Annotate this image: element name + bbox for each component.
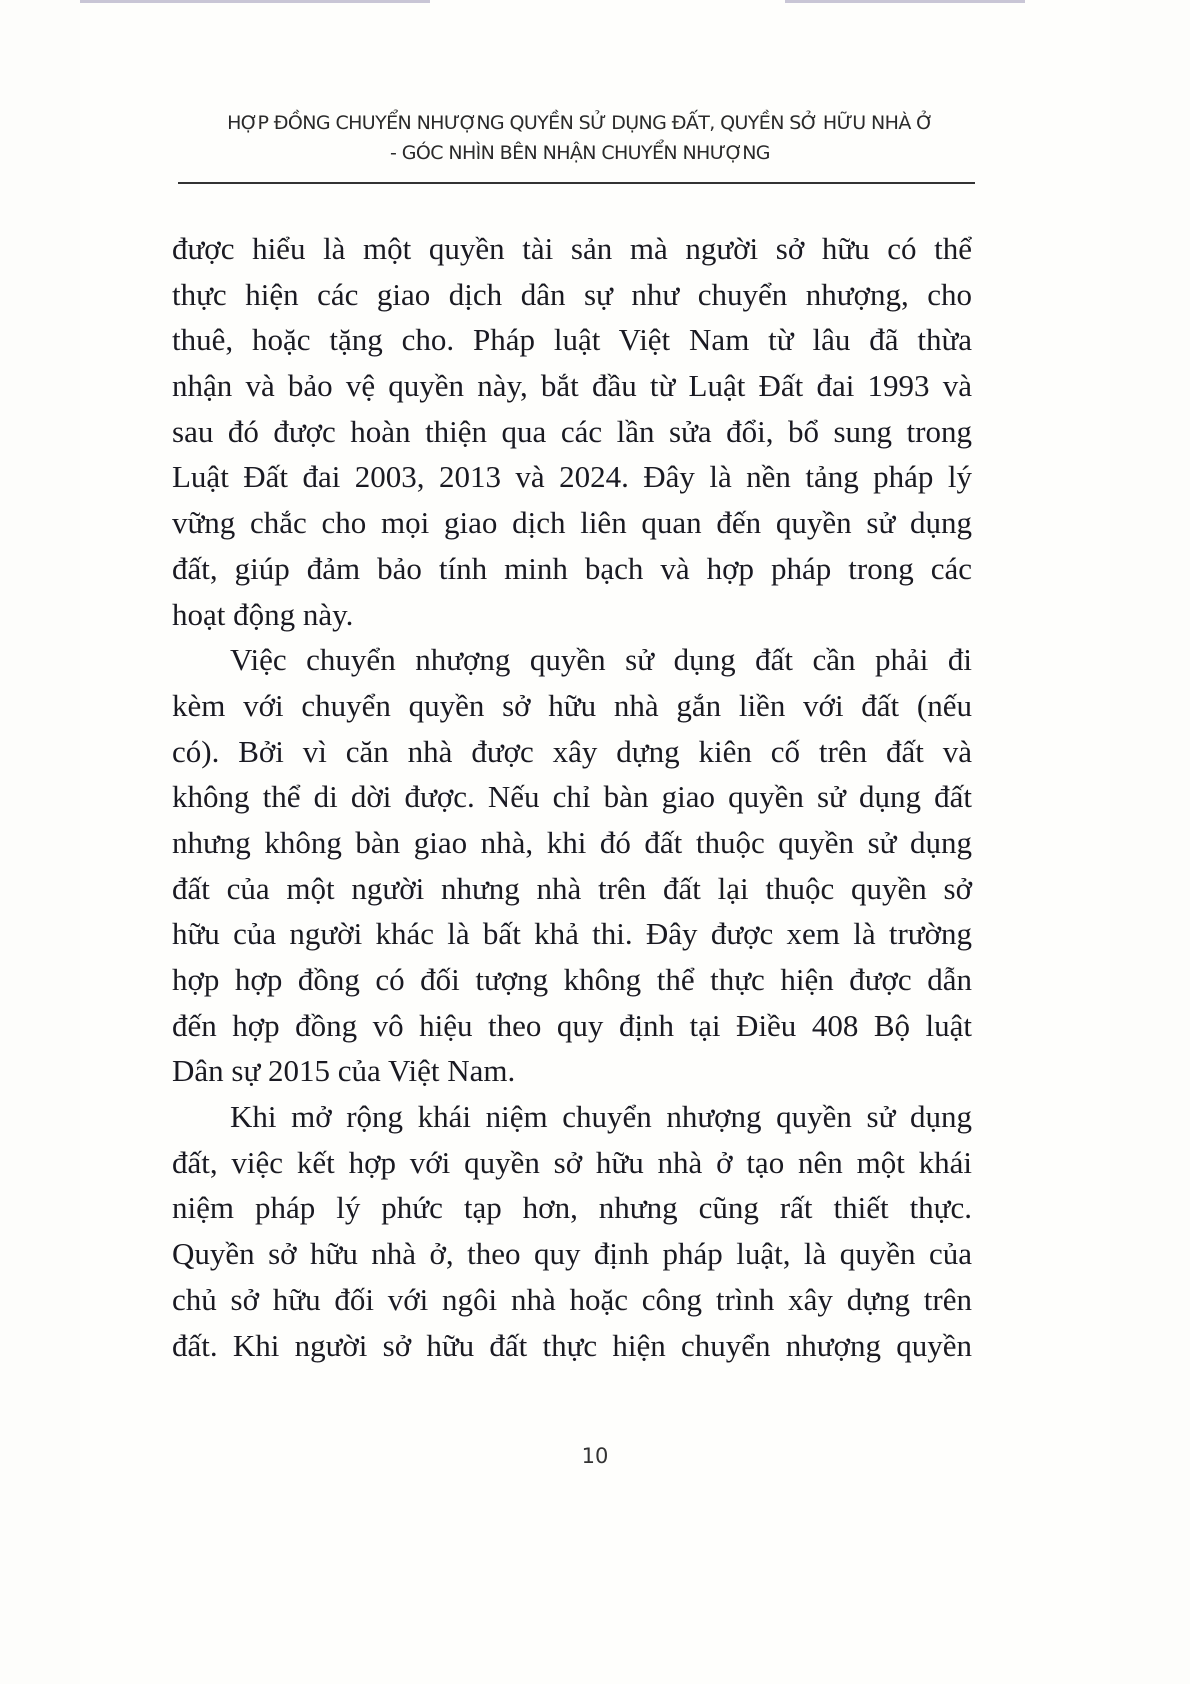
scan-edge [80,0,430,3]
text-line: thuê, hoặc tặng cho. Pháp luật Việt Nam từ lâu đã thừa [172,322,972,358]
text-line: hữu của người khác là bất khả thi. Đây được xem là trường [172,916,972,952]
scan-edge [785,0,1025,3]
text-line: vững chắc cho mọi giao dịch liên quan đến quyền sử dụng [172,505,972,541]
header-rule [178,182,975,184]
paragraph [172,226,972,637]
text-line: Quyền sở hữu nhà ở, theo quy định pháp luật, là quyền của [172,1236,972,1272]
body-text [172,226,972,1368]
text-line: Luật Đất đai 2003, 2013 và 2024. Đây là nền tảng pháp lý [172,459,972,495]
text-line: đất. Khi người sở hữu đất thực hiện chuyển nhượng quyền [172,1327,972,1363]
paragraph [172,1094,972,1368]
text-line: đến hợp đồng vô hiệu theo quy định tại Điều 408 Bộ luật [172,1007,972,1043]
text-line: chủ sở hữu đối với ngôi nhà hoặc công trình xây dựng trên [172,1281,972,1317]
text-line: được hiểu là một quyền tài sản mà người sở hữu có thể [172,231,972,266]
text-line: có). Bởi vì căn nhà được xây dựng kiên cố trên đất và [172,733,972,769]
text-line: đất, giúp đảm bảo tính minh bạch và hợp pháp trong các [172,550,972,586]
text-line: niệm pháp lý phức tạp hơn, nhưng cũng rất thiết thực. [172,1190,972,1226]
text-line: nhưng không bàn giao nhà, khi đó đất thuộc quyền sử dụng [172,824,972,860]
page-number: 10 [581,1444,609,1468]
text-line: không thể di dời được. Nếu chỉ bàn giao quyền sử dụng đất [172,779,972,815]
text-line: thực hiện các giao dịch dân sự như chuyển nhượng, cho [172,276,972,312]
text-line: Khi mở rộng khái niệm chuyển nhượng quyền sử dụng [230,1099,972,1135]
paragraph [172,637,972,1094]
text-line: hợp hợp đồng có đối tượng không thể thực hiện được dẫn [172,962,972,997]
text-line: Việc chuyển nhượng quyền sử dụng đất cần phải đi [230,642,972,678]
text-line: Dân sự 2015 của Việt Nam. [172,1053,516,1089]
running-header-line1: HỢP ĐỒNG CHUYỂN NHƯỢNG QUYỀN SỬ DỤNG ĐẤT, QUYỀN SỞ HỮU NHÀ Ở [227,112,933,134]
text-line: hoạt động này. [172,596,354,632]
running-header-line2: - GÓC NHÌN BÊN NHẬN CHUYỂN NHƯỢNG [390,142,770,164]
text-line: kèm với chuyển quyền sở hữu nhà gắn liền với đất (nếu [172,687,972,723]
text-line: đất, việc kết hợp với quyền sở hữu nhà ở tạo nên một khái [172,1144,972,1180]
text-line: nhận và bảo vệ quyền này, bắt đầu từ Luật Đất đai 1993 và [172,368,972,404]
text-line: sau đó được hoàn thiện qua các lần sửa đổi, bổ sung trong [172,413,972,449]
text-line: đất của một người nhưng nhà trên đất lại thuộc quyền sở [172,870,972,906]
